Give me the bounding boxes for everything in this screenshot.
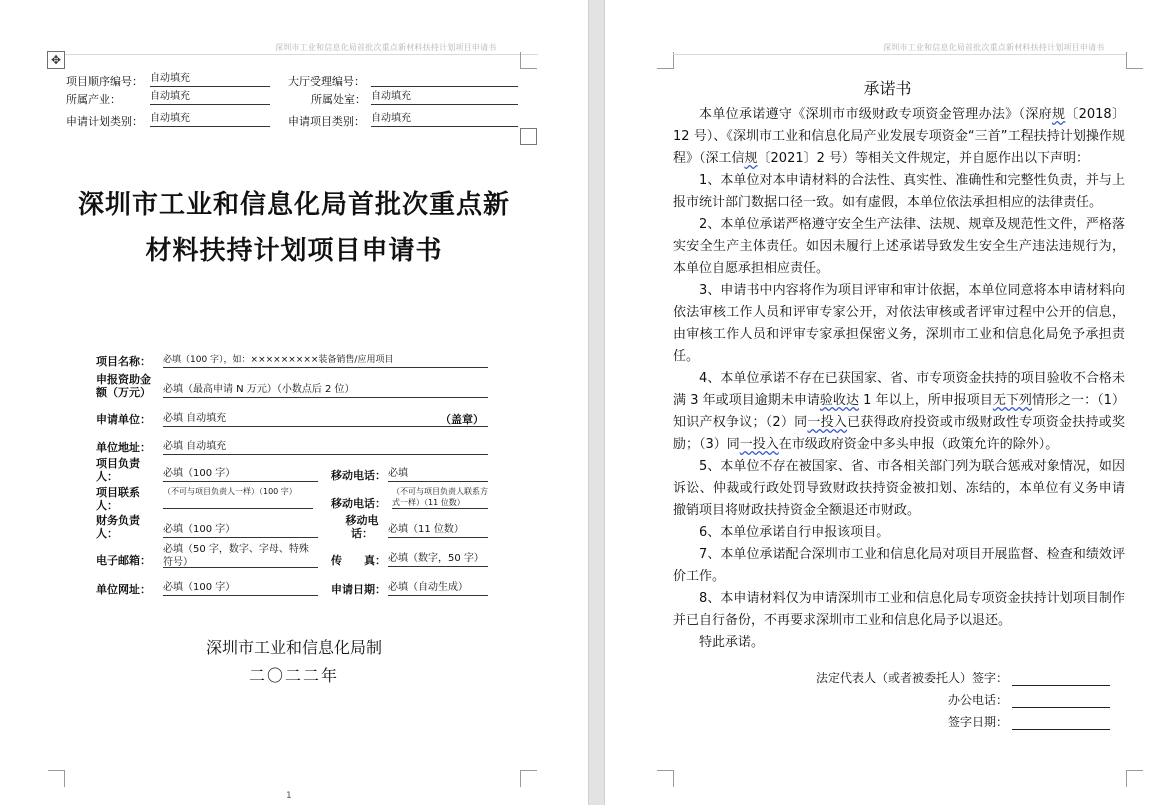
page-gap	[588, 0, 605, 805]
applicant-label: 申请单位：	[96, 413, 151, 426]
promise-item-2: 2、本单位承诺严格遵守安全生产法律、法规、规章及规范性文件，严格落实安全生产主体责任。如因未履行上述承诺导致发生安全生产违法违规行为，本单位自愿承担相应责任。	[673, 217, 1125, 276]
office-phone-label: 办公电话：	[947, 693, 1008, 707]
crop-mark	[657, 52, 674, 69]
header-rule	[673, 54, 1126, 55]
issuing-org: 深圳市工业和信息化局制	[205, 638, 382, 657]
website-field[interactable]: 必填（100 字）	[163, 581, 318, 596]
sign-date-field[interactable]	[1012, 729, 1110, 730]
leader-label: 项目负责人：	[96, 457, 140, 483]
seal-label: （盖章）	[440, 413, 484, 426]
address-label: 单位地址：	[96, 441, 151, 454]
promise-item-6: 6、本单位承诺自行申报该项目。	[699, 525, 890, 540]
crop-mark	[520, 52, 537, 69]
page-header: 深圳市工业和信息化局首批次重点新材料扶持计划项目申请书	[883, 43, 1105, 52]
applicant-field[interactable]: 必填 自动填充	[163, 412, 488, 427]
issue-year: 二〇二二年	[248, 666, 339, 685]
plan-type-field[interactable]: 自动填充	[150, 112, 270, 127]
mobile2-field[interactable]: （不可与项目负责人联系方式一样）（11 位数）	[392, 487, 488, 507]
industry-label: 所属产业：	[66, 93, 121, 106]
promise-title: 承诺书	[863, 79, 912, 98]
amount-label: 申报资助金额（万元）	[96, 373, 151, 399]
crop-mark	[48, 770, 65, 787]
leader-field[interactable]: 必填（100 字）	[163, 467, 318, 482]
project-seq-field[interactable]: 自动填充	[150, 72, 270, 87]
email-label: 电子邮箱：	[96, 554, 151, 567]
table-move-handle-icon[interactable]: ✥	[47, 51, 65, 69]
crop-mark	[1126, 52, 1143, 69]
project-name-label: 项目名称：	[96, 355, 151, 368]
office-field[interactable]: 自动填充	[371, 90, 518, 105]
mobile-field[interactable]: 必填	[388, 467, 488, 482]
office-label: 所属处室：	[311, 93, 366, 106]
mobile-label: 移动电话：	[331, 469, 386, 482]
industry-field[interactable]: 自动填充	[150, 90, 270, 105]
hall-no-label: 大厅受理编号：	[288, 75, 365, 88]
date-field[interactable]: 必填（自动生成）	[388, 581, 488, 596]
finance-label: 财务负责人：	[96, 514, 140, 540]
project-seq-label: 项目顺序编号：	[66, 75, 143, 88]
plan-type-label: 申请计划类别：	[66, 115, 143, 128]
office-phone-field[interactable]	[1012, 707, 1110, 708]
signature-label: 法定代表人（或者被委托人）签字：	[815, 671, 1008, 685]
promise-item-8: 8、本申请材料仅为申请深圳市工业和信息化局专项资金扶持计划项目制作并已自行备份，不再要求深圳市工业和信息化局予以退还。	[673, 591, 1125, 628]
email-field[interactable]: 必填（50 字，数字、字母、特殊符号）	[163, 543, 318, 568]
crop-mark	[1126, 770, 1143, 787]
page-header: 深圳市工业和信息化局首批次重点新材料扶持计划项目申请书	[275, 43, 497, 52]
header-rule	[64, 54, 538, 55]
fax-label: 传 真：	[331, 554, 386, 567]
mobile3-label: 移动电话：	[345, 514, 379, 540]
amount-field[interactable]: 必填（最高申请 N 万元）（小数点后 2 位）	[163, 383, 488, 398]
contact-field[interactable]: （不可与项目负责人一样）（100 字）	[163, 486, 313, 509]
crop-mark	[520, 770, 537, 787]
signature-field[interactable]	[1012, 685, 1110, 686]
website-label: 单位网址：	[96, 583, 151, 596]
project-type-field[interactable]: 自动填充	[371, 112, 518, 127]
promise-item-1: 1、本单位对本申请材料的合法性、真实性、准确性和完整性负责，并与上报市统计部门数据口径一致。如有虚假，本单位依法承担相应的法律责任。	[673, 173, 1125, 210]
crop-mark	[657, 770, 674, 787]
document-title-line-1: 深圳市工业和信息化局首批次重点新	[77, 190, 510, 220]
project-name-field[interactable]: 必填（100 字），如：×××××××××装备销售/应用项目	[163, 353, 488, 368]
contact-label: 项目联系人：	[96, 486, 140, 512]
hall-no-field[interactable]	[371, 72, 518, 87]
promise-item-4: 4、本单位承诺不存在已获国家、省、市专项资金扶持的项目验收不合格未满 3 年或项目逾期未申请验收达 1 年以上，所申报项目无下列情形之一：（1）知识产权争议；（2）同一投入已获得政府投资或市级财政性专项资金扶持或奖励；（3）同一投入在市级政府资金中多头申报（政策允许的除外）。	[673, 371, 1125, 452]
document-title-line-2: 材料扶持计划项目申请书	[145, 236, 443, 266]
fax-field[interactable]: 必填（数字，50 字）	[388, 552, 488, 567]
promise-closing: 特此承诺。	[699, 635, 765, 650]
address-field[interactable]: 必填 自动填充	[163, 440, 488, 455]
finance-field[interactable]: 必填（100 字）	[163, 523, 318, 538]
date-label: 申请日期：	[331, 583, 386, 596]
mobile2-label: 移动电话：	[331, 497, 386, 510]
page-number: 1	[286, 791, 292, 801]
promise-item-5: 5、本单位不存在被国家、省、市各相关部门列为联合惩戒对象情况，如因诉讼、仲裁或行政处罚导致财政扶持资金被扣划、冻结的，本单位有义务申请撤销项目将财政扶持资金全额退还市财政。	[673, 459, 1125, 518]
promise-intro: 本单位承诺遵守《深圳市市级财政专项资金管理办法》（深府规〔2018〕12 号）、《深圳市工业和信息化局产业发展专项资金“三首”工程扶持计划操作规程》（深工信规〔2021〕2 号）等相关文件规定，并自愿作出以下声明：	[673, 107, 1125, 166]
sign-date-label: 签字日期：	[947, 715, 1008, 729]
promise-item-3: 3、申请书中内容将作为项目评审和审计依据，本单位同意将本申请材料向依法审核工作人员和评审专家公开，对依法审核或者评审过程中公开的信息，由审核工作人员和评审专家承担保密义务，深圳市工业和信息化局免予承担责任。	[673, 283, 1125, 364]
field-checkbox-icon[interactable]	[520, 128, 537, 145]
project-type-label: 申请项目类别：	[288, 115, 365, 128]
mobile3-field[interactable]: 必填（11 位数）	[388, 523, 488, 538]
promise-item-7: 7、本单位承诺配合深圳市工业和信息化局对项目开展监督、检查和绩效评价工作。	[673, 547, 1125, 584]
